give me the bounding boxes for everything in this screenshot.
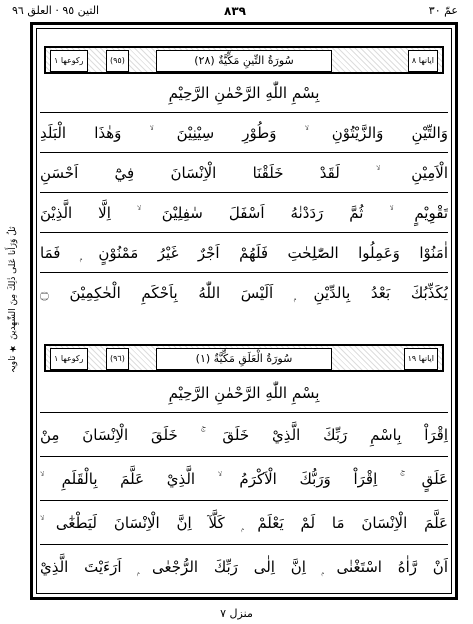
bismillah-tin: بِسْمِ اللّٰهِ الرَّحْمٰنِ الرَّحِيْمِ [168, 84, 320, 102]
page-number: ٨٣٩ [224, 4, 246, 18]
surah-header-tin [44, 46, 444, 74]
line-rule [40, 544, 448, 545]
surah-header-alaq [44, 344, 444, 372]
ayah-line: اَنْ رَّاٰهُ اسْتَغْنٰى ۭ اِنَّ اِلٰى رَبِّكَ الرُّجْعٰى ۭ اَرَءَيْتَ الَّذِيْ [40, 558, 448, 576]
line-rule [40, 192, 448, 193]
ayah-line: الْاَمِيْنِ ۙ لَقَدْ خَلَقْنَا الْاِنْسَانَ فِيْٓ اَحْسَنِ [40, 164, 448, 182]
surah-title: سُورَةُ الْعَلَقِ مَكِّيَّةٌ (١) [156, 348, 332, 370]
ayah-line: وَالتِّيْنِ وَالزَّيْتُوْنِ ۙ وَطُوْرِ سِيْنِيْنَ ۙ وَهٰذَا الْبَلَدِ [40, 124, 448, 142]
ayah-line: عَلَقٍ ۚ اِقْرَاْ وَرَبُّكَ الْاَكْرَمُ ۙ الَّذِيْ عَلَّمَ بِالْقَلَمِ ۙ [40, 470, 448, 488]
ayat-box: ايانها ٨ [408, 50, 438, 72]
line-rule [40, 500, 448, 501]
line-rule [40, 412, 448, 413]
line-rule [40, 112, 448, 113]
manzil-footer: منزل ٧ [220, 607, 253, 620]
line-rule [40, 272, 448, 273]
ayah-line: عَلَّمَ الْاِنْسَانَ مَا لَمْ يَعْلَمْ ۭ كَلَّآ اِنَّ الْاِنْسَانَ لَيَطْغٰٓى ۙ [40, 514, 448, 532]
bismillah-alaq: بِسْمِ اللّٰهِ الرَّحْمٰنِ الرَّحِيْمِ [168, 384, 320, 402]
line-rule [40, 232, 448, 233]
surah-range-label: التين ٩٥ · العلق ٩٦ [12, 4, 100, 17]
line-rule [40, 152, 448, 153]
surah-number: (٩٦) [106, 348, 129, 370]
ruku-box: ركوعها ١ [50, 50, 88, 72]
ruku-box: ركوعها ١ [50, 348, 88, 370]
ayah-line: يُكَذِّبُكَ بَعْدُ بِالدِّيْنِ ۭ اَلَيْسَ اللّٰهُ بِاَحْكَمِ الْحٰكِمِيْنَ ۝ [40, 284, 448, 302]
line-rule [40, 456, 448, 457]
surah-number: (٩٥) [106, 50, 129, 72]
page-header [10, 4, 460, 20]
juz-label: عمّ ٣٠ [428, 4, 458, 17]
ayah-line: تَقْوِيْمٍ ۙ ثُمَّ رَدَدْنٰهُ اَسْفَلَ سٰفِلِيْنَ ۙ اِلَّا الَّذِيْنَ [40, 204, 448, 222]
surah-title: سُورَةُ التِّينِ مَكِّيَّةٌ (٢٨) [156, 50, 332, 72]
ayat-box: ايانها ١٩ [404, 348, 438, 370]
ayah-line: اٰمَنُوْا وَعَمِلُوا الصّٰلِحٰتِ فَلَهُمْ اَجْرٌ غَيْرُ مَمْنُوْنٍ ۭ فَمَا [40, 244, 448, 262]
ayah-line: اِقْرَاْ بِاسْمِ رَبِّكَ الَّذِيْ خَلَقَ ۚ خَلَقَ الْاِنْسَانَ مِنْ [40, 426, 448, 444]
margin-note: ثلُ وَرَأَنا عَلى ذٰلِكَ مِنَ الشّٰهِدينَ ★ تاويہ [8, 226, 18, 374]
